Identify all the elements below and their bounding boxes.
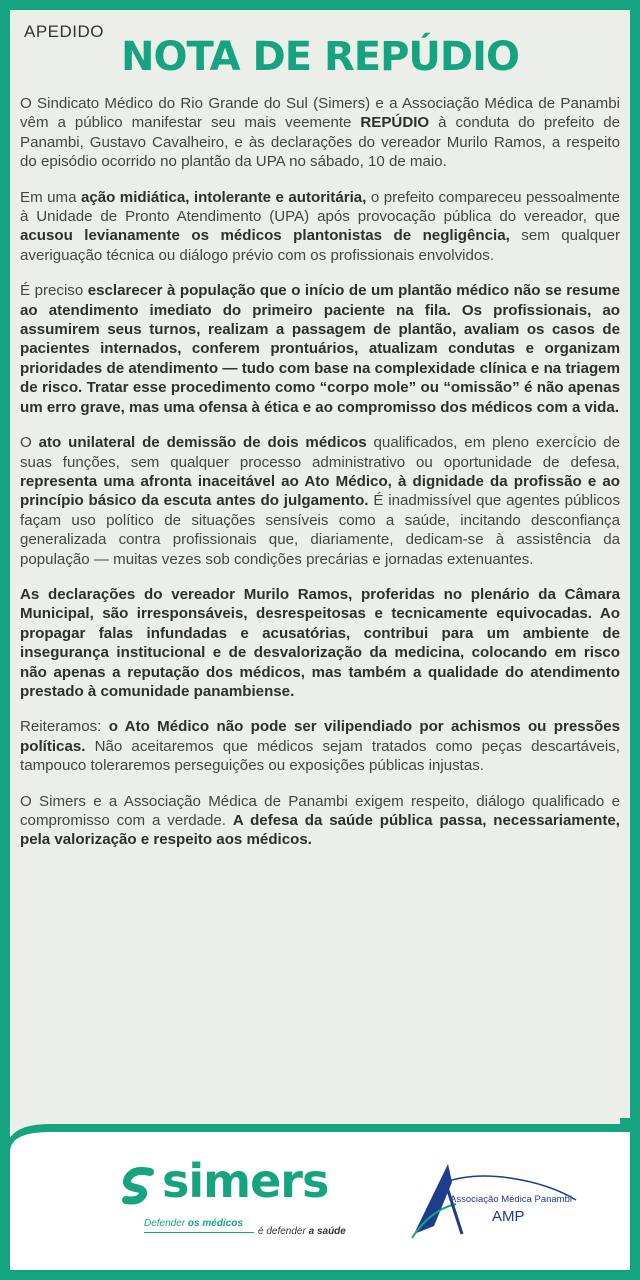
amp-logo — [400, 1148, 590, 1248]
simers-tagline-right: é defender a saúde — [258, 1226, 346, 1237]
paragraph-4: O ato unilateral de demissão de dois médicos qualificados, em pleno exercício de suas funções, sem qualquer processo administrativo ou oportunidade de defesa, representa uma afronta inaceitável ao Ato Médico, à dignidade da profissão e ao princípio básico da escuta antes do julgamento. É inadmissível que agentes públicos façam uso político de situações sensíveis como a saúde, incitando desconfiança generalizada contra profissionais que, diariamente, dedicam-se à assistência da população — muitas vezes sob condições precárias e jornadas extenuantes. — [20, 434, 621, 568]
kicker-label: APEDIDO — [24, 22, 105, 41]
paragraph-6: Reiteramos: o Ato Médico não pode ser vilipendiado por achismos ou pressões políticas. Não aceitaremos que médicos sejam tratados como peças descartáveis, tampouco toleraremos perseguições ou exposições públicas injustas. — [20, 718, 621, 775]
paragraph-2: Em uma ação midiática, intolerante e autoritária, o prefeito compareceu pessoalmente à Unidade de Pronto Atendimento (UPA) após provocação pública do vereador, que acusou levianamente os médicos plantonistas de negligência, sem qualquer averiguação técnica ou diálogo prévio com os profissionais envolvidos. — [20, 188, 620, 264]
page-title: NOTA DE REPÚDIO — [120, 34, 519, 80]
simers-wordmark: simers — [162, 1154, 329, 1208]
simers-s-icon — [120, 1166, 160, 1206]
paragraph-5: As declarações do vereador Murilo Ramos, proferidas no plenário da Câmara Municipal, são irresponsáveis, desrespeitosas e tecnicamente equivocadas. Ao propagar falas infundadas e acusatórias, contribui para um ambiente de insegurança institucional e de desvalorização da medicina, colocando em risco não apenas a reputação dos médicos, mas também a qualidade do atendimento prestado à comunidade panambiense. — [20, 585, 620, 700]
notice-body — [20, 94, 620, 866]
paragraph-3: É preciso esclarecer à população que o início de um plantão médico não se resume ao atendimento imediato do primeiro paciente na fila. Os profissionais, ao assumirem seus turnos, realizam a passagem de plantão, avaliam os casos de pacientes internados, conferem prontuários, atualizam condutas e organizam prioridades de atendimento — tudo com base na complexidade clínica e na triagem de risco. Tratar esse procedimento como “corpo mole” ou “omissão” é não apenas um erro grave, mas uma ofensa à ética e ao compromisso dos médicos com a vida. — [20, 282, 620, 416]
amp-name: Associação Médica Panambi — [450, 1194, 572, 1205]
simers-logo — [120, 1154, 380, 1238]
tagline-underline — [144, 1232, 254, 1233]
notice-panel — [10, 10, 630, 1270]
simers-tagline-left: Defender os médicos — [144, 1218, 243, 1229]
paragraph-7: O Simers e a Associação Médica de Panambi exigem respeito, diálogo qualificado e compromisso com a verdade. A defesa da saúde pública passa, necessariamente, pela valorização e respeito aos médicos. — [20, 792, 621, 849]
paragraph-1: O Sindicato Médico do Rio Grande do Sul (Simers) e a Associação Médica de Panambi vêm a público manifestar seu mais veemente REPÚDIO à conduta do prefeito de Panambi, Gustavo Cavalheiro, e às declarações do vereador Murilo Ramos, a respeito do episódio ocorrido no plantão da UPA no sábado, 10 de maio. — [20, 95, 620, 171]
amp-abbreviation: AMP — [492, 1208, 525, 1225]
